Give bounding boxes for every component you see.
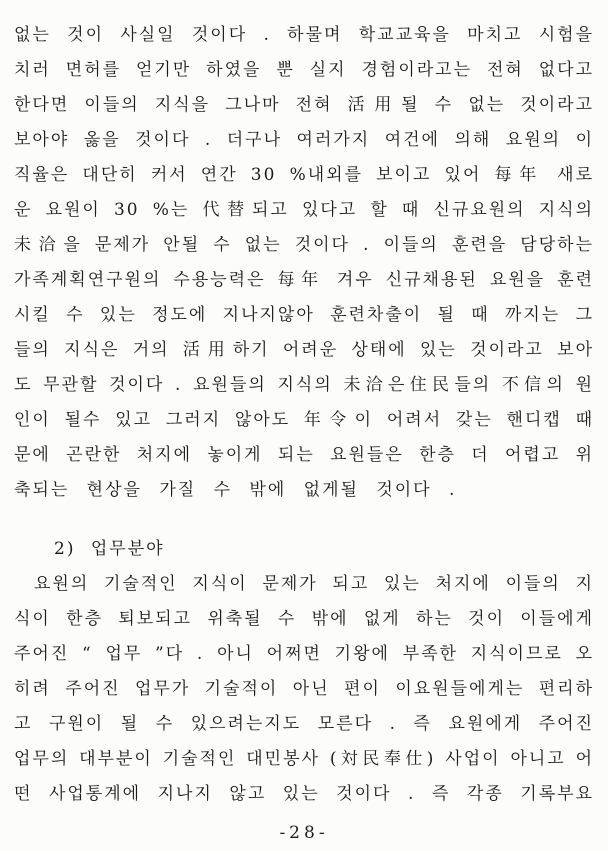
text-line: 요원의 기술적인 지식이 문제가 되고 있는 처지에 이들의 지 (34, 574, 594, 594)
text-line: 시킬 수 있는 정도에 지나지않아 훈련차출이 될 때 까지는 그 (14, 305, 594, 325)
text-line: 인이 될수 있고 그러지 않아도 年令이 어려서 갖는 핸디캡 때 (14, 410, 594, 430)
text-line: 히려 주어진 업무가 기술적이 아닌 편이 이요원들에게는 편리하 (14, 679, 594, 699)
text-line: 가족계획연구원의 수용능력은 每年 겨우 신규채용된 요원을 훈련 (14, 270, 594, 290)
text-line: 운 요원이 30 %는 代替되고 있다고 할 때 신규요원의 지식의 (14, 200, 594, 220)
text-line: 보아야 옳을 것이다 . 더구나 여러가지 여건에 의해 요원의 이 (14, 130, 594, 150)
text-line: 업무의 대부분이 기술적인 대민봉사 (対民奉仕) 사업이 아니고 어 (14, 749, 594, 769)
text-line: 치러 면허를 얻기만 하였을 뿐 실지 경험이라고는 전혀 없다고 (14, 60, 594, 80)
text-line: 축되는 현상을 가질 수 밖에 없게될 것이다 . (14, 480, 457, 500)
text-line: 주어진 “ 업무 ”다 . 아니 어쩌면 기왕에 부족한 지식이므로 오 (14, 644, 594, 664)
text-line: 식이 한층 퇴보되고 위축될 수 밖에 없게 하는 것이 이들에게 (14, 609, 594, 629)
text-line: 未洽을 문제가 안될 수 없는 것이다 . 이들의 훈련을 담당하는 (14, 235, 594, 255)
text-line: 도 무관할 것이다 . 요원들의 지식의 未洽은住民들의 不信의 원 (14, 375, 594, 395)
text-line: 고 구원이 될 수 있으려는지도 모른다 . 즉 요원에게 주어진 (14, 714, 594, 734)
text-line: 한다면 이들의 지식을 그나마 전혀 活用될 수 없는 것이라고 (14, 95, 594, 115)
text-line: 직율은 대단히 커서 연간 30 %내외를 보이고 있어 每年 새로 (14, 165, 594, 185)
body-text (14, 18, 594, 848)
text-line: 문에 곤란한 처지에 놓이게 되는 요원들은 한층 더 어렵고 위 (14, 445, 594, 465)
page-number: -28- (279, 823, 329, 843)
text-line: 떤 사업통계에 지나지 않고 있는 것이다 . 즉 각종 기록부요 (14, 784, 594, 804)
text-line: 없는 것이 사실일 것이다 . 하물며 학교교육을 마치고 시험을 (14, 25, 594, 45)
text-line: 들의 지식은 거의 活用하기 어려운 상태에 있는 것이라고 보아 (14, 340, 594, 360)
section-heading: 2) 업무분야 (54, 539, 165, 559)
